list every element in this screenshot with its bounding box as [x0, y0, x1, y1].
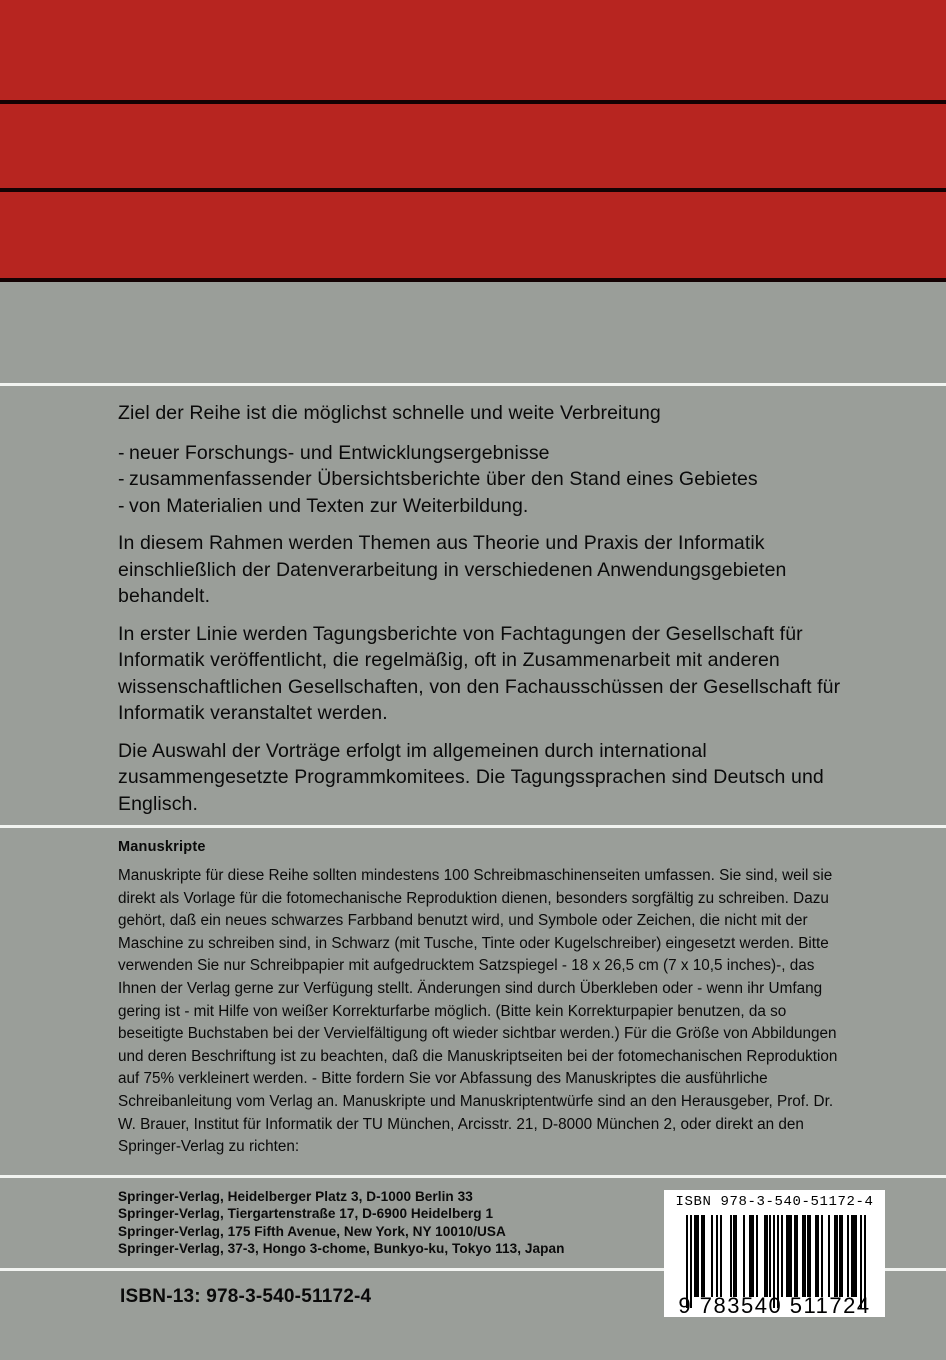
bullet-dash-icon: -	[118, 468, 125, 490]
manuscripts-body: Manuskripte für diese Reihe sollten mindestens 100 Schreibmaschinenseiten umfassen. Sie sind, weil sie direkt als Vorlage für die fotomechanische Reproduktion dienen, besonders sorgfältig zu schreiben. Dazu gehört, daß ein neues schwarzes Farbband benutzt wird, und Symbole oder Zeichen, die nicht mit der Maschine zu schreiben sind, in Schwarz (mit Tusche, Tinte oder Kugelschreiber) eingesetzt werden. Bitte verwenden Sie nur Schreibpapier mit aufgedrucktem Satzspiegel - 18 x 26,5 cm (7 x 10,5 inches)-, das Ihnen der Verlag gerne zur Verfügung stellt. Änderungen sind durch Überkleben oder - wenn ihr Umfang gering ist - mit Hilfe von weißer Korrekturfarbe möglich. (Bitte kein Korrekturpapier benutzen, da so beseitigte Buchstaben bei der Vervielfältigung oft wieder sichtbar werden.) Für die Größe von Abbildungen und deren Beschriftung ist zu beachten, daß die Manuskriptseiten bei der fotomechanischen Reproduktion auf 75% verkleinert werden. - Bitte fordern Sie vor Abfassung des Manuskriptes die ausführliche Schreibanleitung vom Verlag an. Manuskripte und Manuskriptentwürfe sind an den Herausgeber, Prof. Dr. W. Brauer, Institut für Informatik der TU München, Arcisstr. 21, D-8000 München 2, oder direkt an den Springer-Verlag zu richten:	[118, 867, 838, 1156]
barcode-bars	[686, 1215, 866, 1297]
divider-above-series-text	[0, 383, 946, 386]
isbn-barcode	[664, 1190, 885, 1317]
series-paragraph-0: In diesem Rahmen werden Themen aus Theorie und Praxis der Informatik einschließlich der Datenverarbeitung in verschiedenen Anwendungsgebieten behandelt.	[118, 532, 787, 607]
series-bullet-2-text: von Materialien und Texten zur Weiterbildung.	[129, 494, 529, 517]
manuscripts-section	[118, 838, 843, 1159]
series-paragraph-2: Die Auswahl der Vorträge erfolgt im allgemeinen durch international zusammengesetzte Programmkomitees. Die Tagungssprachen sind Deutsch und Englisch.	[118, 739, 824, 815]
divider-above-addresses	[0, 1175, 946, 1178]
red-banner	[0, 0, 946, 282]
bullet-dash-icon: -	[118, 494, 125, 517]
series-intro: Ziel der Reihe ist die möglichst schnelle und weite Verbreitung	[118, 402, 661, 424]
banner-rule-middle	[0, 188, 946, 192]
series-description	[118, 400, 858, 828]
publisher-address-0: Springer-Verlag, Heidelberger Platz 3, D-1000 Berlin 33	[118, 1189, 473, 1204]
banner-rule-top	[0, 100, 946, 104]
series-bullet-1	[118, 466, 858, 493]
manuscripts-heading: Manuskripte	[118, 839, 206, 855]
series-bullet-1-text: zusammenfassender Übersichtsberichte über den Stand eines Gebietes	[129, 468, 758, 490]
banner-rule-bottom	[0, 278, 946, 282]
bullet-dash-icon: -	[118, 441, 125, 464]
series-bullet-0-text: neuer Forschungs- und Entwicklungsergebnisse	[129, 441, 550, 464]
isbn-13-label: ISBN-13: 978-3-540-51172-4	[120, 1286, 372, 1307]
publisher-address-2: Springer-Verlag, 175 Fifth Avenue, New York, NY 10010/USA	[118, 1223, 506, 1239]
publisher-address-1: Springer-Verlag, Tiergartenstraße 17, D-6900 Heidelberg 1	[118, 1206, 494, 1222]
barcode-digits-text: 9 783540 511724	[678, 1293, 871, 1318]
publisher-addresses	[118, 1188, 658, 1258]
publisher-address-3: Springer-Verlag, 37-3, Hongo 3-chome, Bunkyo-ku, Tokyo 113, Japan	[118, 1241, 565, 1257]
series-bullet-0	[118, 440, 858, 467]
series-bullet-2	[118, 493, 858, 520]
barcode-isbn-text: ISBN 978-3-540-51172-4	[675, 1194, 874, 1210]
series-paragraph-1: In erster Linie werden Tagungsberichte von Fachtagungen der Gesellschaft für Informatik veröffentlicht, die regelmäßig, oft in Zusammenarbeit mit anderen wissenschaftlichen Gesellschaften, von den Fachausschüssen der Gesellschaft für Informatik veranstaltet werden.	[118, 622, 841, 724]
